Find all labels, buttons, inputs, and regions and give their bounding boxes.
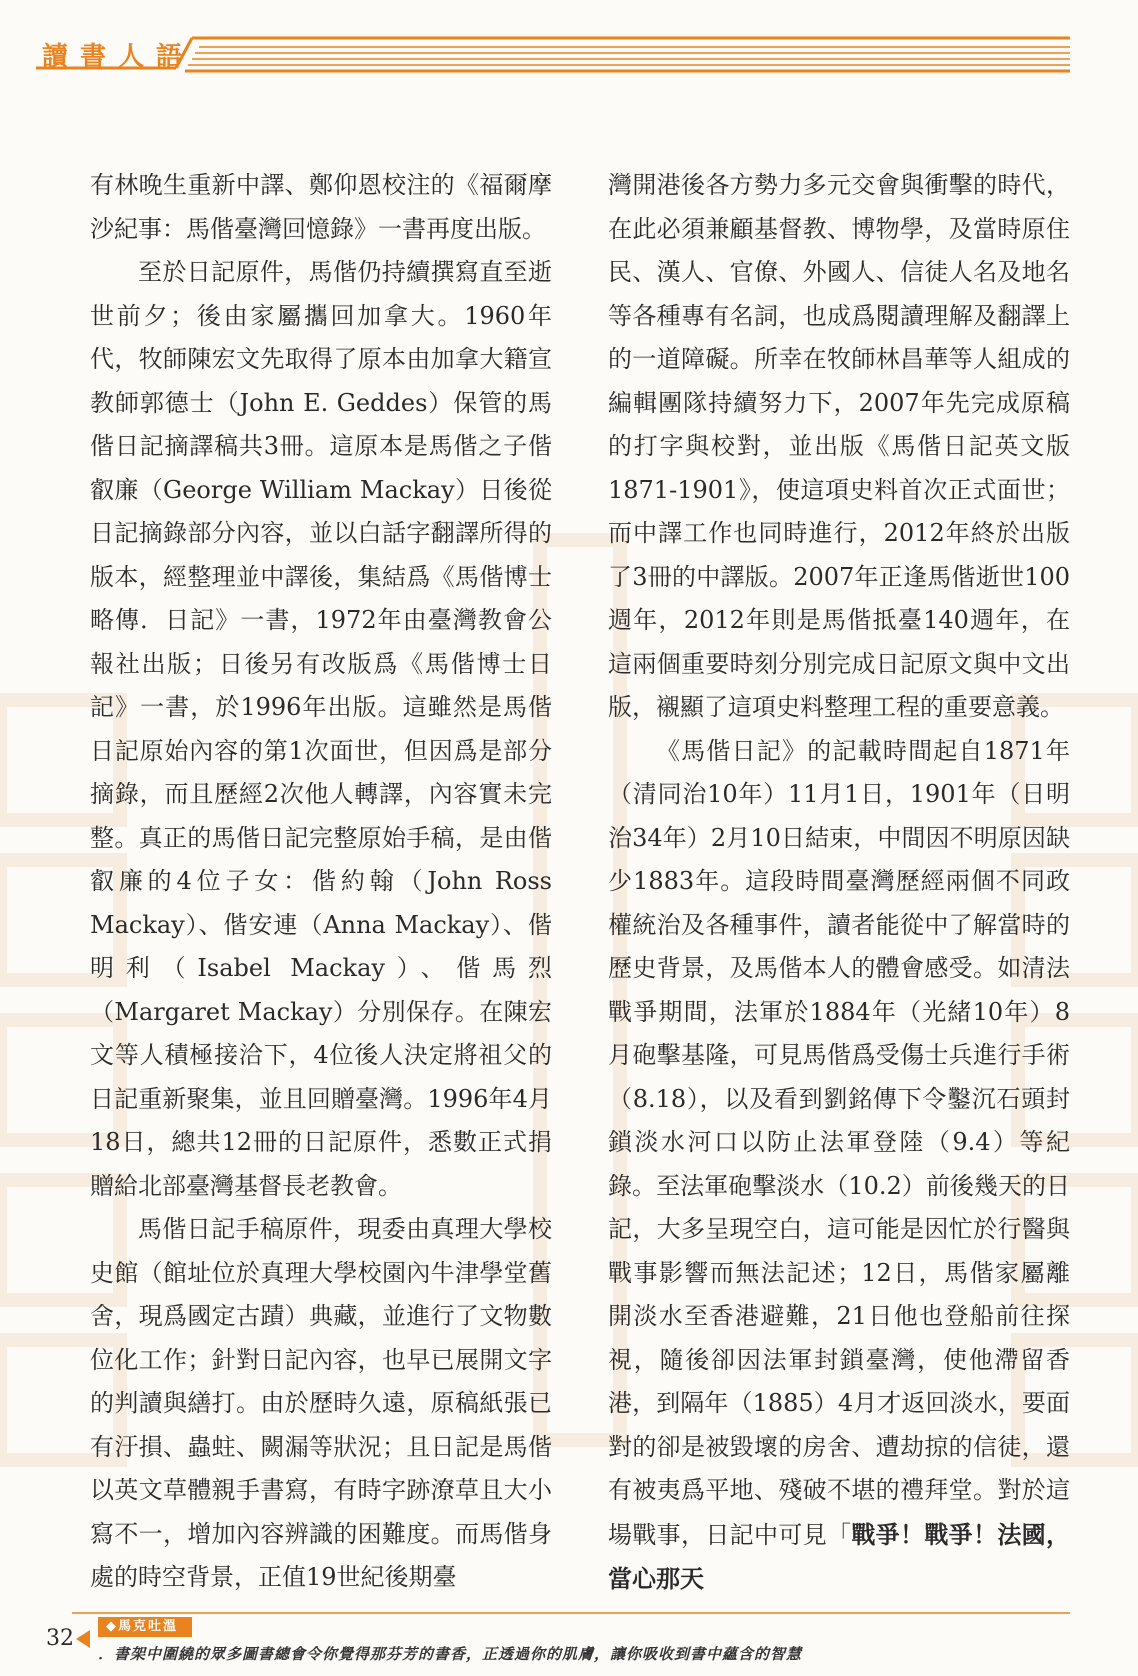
paragraph-text: 《馬偕日記》的記載時間起自1871年（清同治10年）11月1日，1901年（日明治34年）2月10日結束，中間因不明原因缺少1883年。這段時間臺灣歷經兩個不同政權統治及各種事件，讀者能從中了解當時的歷史背景，及馬偕本人的體會感受。如清法戰爭期間，法軍於1884年（光緒10年）8月砲擊基隆，可見馬偕爲受傷士兵進行手術（8.18），以及看到劉銘傳下令鑿沉石頭封鎖淡水河口以防止法軍登陸（9.4）等紀錄。至法軍砲擊淡水（10.2）前後幾天的日記，大多呈現空白，這可能是因忙於行醫與戰事影響而無法記述；12日，馬偕家屬離開淡水至香港避難，21日他也登船前往探視，隨後卻因法軍封鎖臺灣，使他滯留香港，到隔年（1885）4月才返回淡水，要面對的卻是被毀壞的房舍、遭劫掠的信徒，還有被夷爲平地、殘破不堪的禮拜堂。對於這場戰事，日記中可見「: [608, 736, 1070, 1549]
quoted-diary-text: 戰爭！戰爭！法國，當心那天: [608, 1519, 1071, 1593]
footer-quote: ．書架中圍繞的眾多圖書總會令你覺得那芬芳的書香，正透過你的肌膚，讓你吸收到書中蘊含的智慧: [98, 1645, 803, 1663]
page-footer: [36, 1610, 1070, 1670]
paragraph: 灣開港後各方勢力多元交會與衝擊的時代，在此必須兼顧基督教、博物學，及當時原住民、漢人、官僚、外國人、信徒人名及地名等各種專有名詞，也成爲閱讀理解及翻譯上的一道障礙。所幸在牧師林昌華等人組成的編輯團隊持續努力下，2007年先完成原稿的打字與校對，並出版《馬偕日記英文版1871-1901》，使這項史料首次正式面世；而中譯工作也同時進行，2012年終於出版了3冊的中譯版。2007年正逢馬偕逝世100週年，2012年則是馬偕抵臺140週年，在這兩個重要時刻分別完成日記原文與中文出版，襯顯了這項史料整理工程的重要意義。: [608, 171, 1070, 721]
paragraph: 至於日記原件，馬偕仍持續撰寫直至逝世前夕；後由家屬攜回加拿大。1960年代，牧師陳宏文先取得了原本由加拿大籍宣教師郭德士（John E. Geddes）保管的馬偕日記摘譯稿共3冊。這原本是馬偕之子偕叡廉（George William Mackay）日後從日記摘錄部分內容，並以白話字翻譯所得的版本，經整理並中譯後，集結爲《馬偕博士略傳．日記》一書，1972年由臺灣教會公報社出版；日後另有改版爲《馬偕博士日記》一書，於1996年出版。這雖然是馬偕日記原始內容的第1次面世，但因爲是部分摘錄，而且歷經2次他人轉譯，內容實未完整。真正的馬偕日記完整原始手稿，是由偕叡廉的4位子女：偕約翰（John Ross Mackay）、偕安連（Anna Mackay）、偕明利（Isabel Mackay）、偕馬烈（Margaret Mackay）分別保存。在陳宏文等人積極接洽下，4位後人決定將祖父的日記重新聚集，並且回贈臺灣。1996年4月18日，總共12冊的日記原件，悉數正式捐贈給北部臺灣基督長老教會。: [90, 258, 552, 1200]
arrow-left-icon: [76, 1630, 90, 1648]
paragraph: 馬偕日記手稿原件，現委由真理大學校史館（館址位於真理大學校園內牛津學堂舊舍，現爲國定古蹟）典藏，並進行了文物數位化工作；針對日記內容，也早已展開文字的判讀與繕打。由於歷時久遠，原稿紙張已有汙損、蟲蛀、闕漏等狀況；且日記是馬偕以英文草體親手書寫，有時字跡潦草且大小寫不一，增加內容辨識的困難度。而馬偕身處的時空背景，正值19世紀後期臺: [90, 1215, 552, 1591]
page-header: [36, 34, 1070, 76]
right-column: [608, 164, 1070, 1602]
section-title: 讀書人語: [42, 42, 195, 72]
paragraph: 有林晚生重新中譯、鄭仰恩校注的《福爾摩沙紀事：馬偕臺灣回憶錄》一書再度出版。: [90, 171, 552, 243]
quote-author-label: ◆馬克吐溫: [98, 1617, 192, 1637]
page-number: 32: [46, 1626, 74, 1651]
paragraph: [608, 730, 1070, 1602]
left-column: [90, 164, 552, 1600]
